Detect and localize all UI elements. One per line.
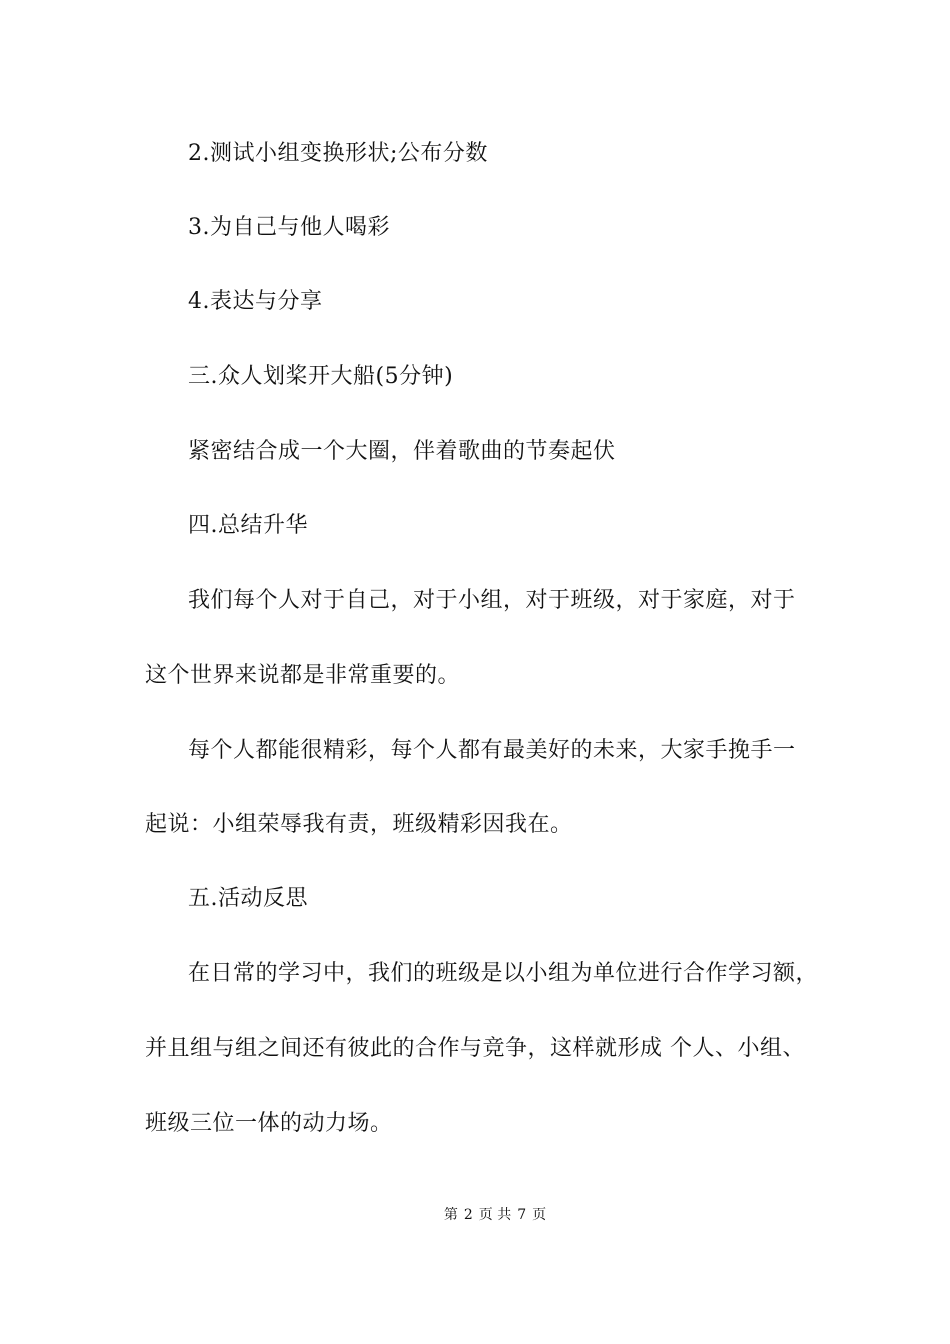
section-heading-3: 三.众人划桨开大船(5分钟): [188, 364, 454, 389]
paragraph-line-14: 班级三位一体的动力场。: [145, 1111, 393, 1136]
footer-prefix: 第: [443, 1207, 458, 1223]
footer-middle: 页 共: [478, 1207, 512, 1223]
paragraph-line-12: 在日常的学习中，我们的班级是以小组为单位进行合作学习额，: [188, 961, 819, 986]
paragraph-line-3: 4.表达与分享: [188, 289, 323, 314]
paragraph-line-8: 这个世界来说都是非常重要的。: [145, 663, 461, 688]
paragraph-line-2: 3.为自己与他人喝彩: [188, 215, 390, 240]
paragraph-line-9: 每个人都能很精彩，每个人都有最美好的未来，大家手挽手一: [188, 738, 796, 763]
page-footer: [0, 1205, 950, 1225]
paragraph-line-5: 紧密结合成一个大圈，伴着歌曲的节奏起伏: [188, 439, 616, 464]
footer-total-pages: 7: [517, 1207, 527, 1223]
footer-current-page: 2: [463, 1207, 473, 1223]
footer-suffix: 页: [532, 1207, 547, 1223]
section-heading-4: 四.总结升华: [188, 513, 308, 538]
paragraph-line-10: 起说：小组荣辱我有责，班级精彩因我在。: [145, 812, 573, 837]
paragraph-line-1: 2.测试小组变换形状;公布分数: [188, 141, 488, 166]
section-heading-5: 五.活动反思: [188, 886, 308, 911]
paragraph-line-13: 并且组与组之间还有彼此的合作与竞争，这样就形成 个人、小组、: [145, 1036, 805, 1061]
paragraph-line-7: 我们每个人对于自己，对于小组，对于班级，对于家庭，对于: [188, 588, 796, 613]
